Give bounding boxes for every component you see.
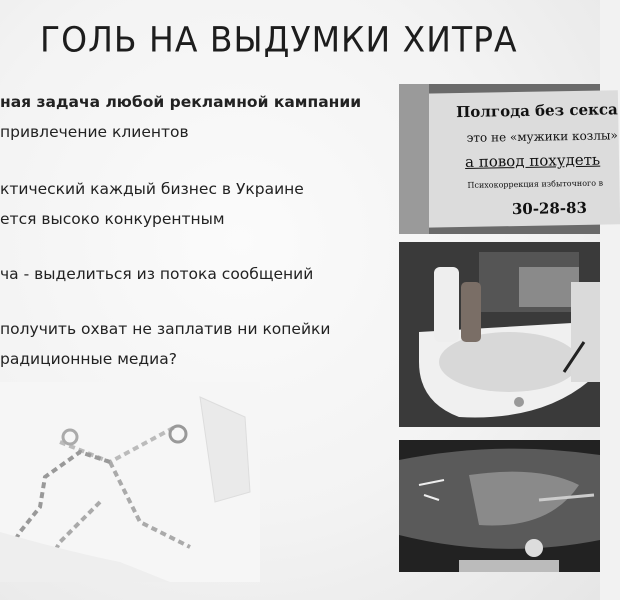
bullet-item — [0, 174, 400, 234]
bullet-line: ча - выделиться из потока сообщений — [0, 265, 314, 283]
ad-phone: 30-28-83 — [511, 198, 588, 219]
car-hood-image — [399, 440, 600, 572]
slide-title: ГОЛЬ НА ВЫДУМКИ ХИТРА — [40, 18, 518, 60]
car-hood-photo — [399, 440, 600, 572]
bullet-line: получить охват не заплатив ни копейки — [0, 320, 331, 338]
bullet-item — [0, 259, 400, 289]
ad-headline: Полгода без секса — [456, 100, 618, 122]
sink-photo — [399, 242, 600, 427]
sink-image — [399, 242, 600, 427]
chalk-figure-illustration — [0, 382, 260, 582]
ad-line: это не «мужики козлы» — [466, 128, 618, 145]
bullet-line: ктический каждый бизнес в Украине — [0, 180, 304, 198]
bullet-line: радиционные медиа? — [0, 350, 177, 368]
bullet-line: привлечение клиентов — [0, 123, 189, 141]
newspaper-ad-photo — [399, 84, 618, 234]
ad-line: а повод похудеть — [464, 150, 601, 171]
bullet-line: ная задача любой рекламной кампании — [0, 93, 362, 111]
ad-line: Психокоррекция избыточного в — [467, 178, 604, 190]
bullet-item — [0, 87, 400, 147]
newspaper-clipping — [418, 90, 620, 227]
bullet-item — [0, 314, 400, 374]
bullet-line: ется высоко конкурентным — [0, 210, 225, 228]
